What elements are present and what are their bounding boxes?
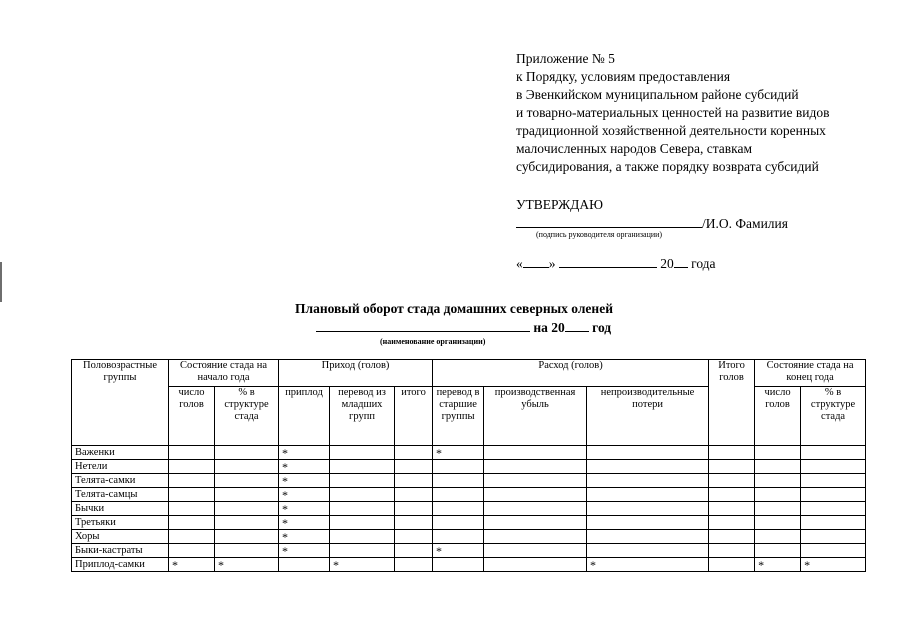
appendix-line: традиционной хозяйственной деятельности коренных [516,123,826,138]
table-cell[interactable] [169,488,215,502]
page-edge-mark [0,262,2,302]
table-cell[interactable] [587,460,709,474]
table-cell[interactable] [279,558,330,572]
table-cell[interactable] [755,488,801,502]
table-row [72,474,866,488]
table-cell[interactable] [587,516,709,530]
table-cell[interactable] [755,530,801,544]
header-expense: Расход (голов) [433,360,709,387]
table-cell[interactable] [755,446,801,460]
row-label: Приплод-самки [72,558,169,572]
signature-caption: (подпись руководителя организации) [536,230,663,239]
table-cell[interactable] [215,474,279,488]
table-cell[interactable] [433,502,484,516]
table-cell[interactable]: * [587,558,709,572]
appendix-line: и товарно-материальных ценностей на развитие видов [516,105,830,120]
year-blank [674,255,688,268]
table-cell[interactable] [801,516,866,530]
approval-date-row [516,255,716,273]
table-cell[interactable] [169,502,215,516]
table-cell[interactable] [330,488,395,502]
table-cell[interactable] [433,488,484,502]
table-cell[interactable] [755,502,801,516]
table-cell[interactable]: * [279,544,330,558]
table-cell[interactable] [709,516,755,530]
table-cell[interactable] [330,516,395,530]
table-cell[interactable] [587,530,709,544]
table-cell[interactable] [709,530,755,544]
table-cell[interactable] [395,488,433,502]
table-row [72,488,866,502]
table-cell[interactable] [801,446,866,460]
table-cell[interactable]: * [279,502,330,516]
row-label: Третьяки [72,516,169,530]
table-cell[interactable] [215,488,279,502]
date-year-prefix: 20 [660,256,674,271]
table-row [72,516,866,530]
table-cell[interactable]: * [215,558,279,572]
table-cell[interactable]: * [755,558,801,572]
appendix-block [516,50,896,176]
table-cell[interactable] [395,544,433,558]
row-label: Быки-кастраты [72,544,169,558]
table-cell[interactable] [801,544,866,558]
appendix-line: малочисленных народов Севера, ставкам [516,141,753,156]
subheader-end-count: число голов [755,387,801,446]
organization-row [316,319,611,336]
table-cell[interactable] [169,446,215,460]
table-cell[interactable]: * [279,530,330,544]
table-cell[interactable] [169,544,215,558]
table-cell[interactable] [801,460,866,474]
table-cell[interactable] [215,544,279,558]
table-cell[interactable] [395,558,433,572]
table-cell[interactable] [330,544,395,558]
table-cell[interactable] [433,516,484,530]
table-cell[interactable] [587,474,709,488]
table-cell[interactable] [169,530,215,544]
table-cell[interactable]: * [433,446,484,460]
table-cell[interactable] [169,474,215,488]
table-cell[interactable] [484,502,587,516]
table-cell[interactable] [215,502,279,516]
table-cell[interactable] [484,446,587,460]
table-cell[interactable] [484,544,587,558]
table-cell[interactable] [801,530,866,544]
table-cell[interactable] [587,502,709,516]
table-cell[interactable] [587,544,709,558]
header-income: Приход (голов) [279,360,433,387]
table-cell[interactable]: * [169,558,215,572]
table-cell[interactable] [484,558,587,572]
table-cell[interactable] [395,474,433,488]
table-row [72,544,866,558]
plan-year-prefix: на 20 [533,320,565,335]
row-label: Хоры [72,530,169,544]
table-cell[interactable] [709,558,755,572]
table-cell[interactable] [484,530,587,544]
appendix-line: в Эвенкийском муниципальном районе субсидий [516,87,799,102]
plan-year-suffix: год [592,320,612,335]
table-cell[interactable] [330,460,395,474]
table-cell[interactable] [330,474,395,488]
row-label: Бычки [72,502,169,516]
subheader-end-percent: % в структуре стада [801,387,866,446]
header-age-groups: Половозрастные группы [72,360,169,446]
table-cell[interactable] [330,530,395,544]
table-cell[interactable] [709,502,755,516]
herd-turnover-table [71,359,866,572]
table-cell[interactable]: * [330,558,395,572]
table-cell[interactable] [709,460,755,474]
subheader-expense-loss: производственная убыль [484,387,587,446]
table-cell[interactable] [709,474,755,488]
table-cell[interactable] [755,516,801,530]
table-row [72,558,866,572]
table-cell[interactable] [484,516,587,530]
organization-blank [316,319,530,332]
row-label: Телята-самцы [72,488,169,502]
table-cell[interactable] [587,446,709,460]
appendix-line: к Порядку, условиям предоставления [516,69,731,84]
subheader-income-transfer: перевод из младших групп [330,387,395,446]
plan-year-blank [565,319,589,332]
table-cell[interactable] [433,474,484,488]
table-cell[interactable] [433,530,484,544]
organization-caption: (наименование организации) [380,337,486,346]
table-cell[interactable] [395,502,433,516]
table-cell[interactable]: * [433,544,484,558]
appendix-line: Приложение № 5 [516,51,615,66]
table-row [72,446,866,460]
header-state-end: Состояние стада на конец года [755,360,866,387]
table-cell[interactable] [709,544,755,558]
subheader-start-percent: % в структуре стада [215,387,279,446]
table-cell[interactable] [484,488,587,502]
date-close-quote: » [548,256,556,271]
table-cell[interactable]: * [279,488,330,502]
table-cell[interactable] [215,516,279,530]
table-cell[interactable] [709,446,755,460]
table-cell[interactable] [433,558,484,572]
table-cell[interactable] [484,474,587,488]
table-cell[interactable] [395,516,433,530]
table-cell[interactable] [709,488,755,502]
subheader-expense-transfer: перевод в старшие группы [433,387,484,446]
table-cell[interactable] [395,530,433,544]
table-cell[interactable] [330,446,395,460]
subheader-income-total: итого [395,387,433,446]
table-cell[interactable]: * [279,446,330,460]
table-cell[interactable] [587,488,709,502]
table-cell[interactable]: * [279,474,330,488]
table-cell[interactable] [215,446,279,460]
table-cell[interactable] [801,488,866,502]
document-title: Плановый оборот стада домашних северных оленей [295,301,613,316]
table-cell[interactable] [395,460,433,474]
subheader-income-offspring: приплод [279,387,330,446]
header-total-heads: Итого голов [709,360,755,446]
table-cell[interactable]: * [801,558,866,572]
appendix-line: субсидирования, а также порядку возврата субсидий [516,159,819,174]
subheader-expense-nonprod: непроизводительные потери [587,387,709,446]
table-cell[interactable] [433,460,484,474]
month-blank [559,255,657,268]
date-year-suffix: года [691,256,716,271]
table-body [72,446,866,572]
table-cell[interactable] [169,460,215,474]
table-cell[interactable] [395,446,433,460]
row-label: Важенки [72,446,169,460]
header-state-start: Состояние стада на начало года [169,360,279,387]
table-cell[interactable] [330,502,395,516]
table-row [72,502,866,516]
day-blank [523,255,549,268]
table-cell[interactable] [755,544,801,558]
table-cell[interactable]: * [279,460,330,474]
table-cell[interactable] [755,460,801,474]
table-cell[interactable] [801,502,866,516]
row-label: Нетели [72,460,169,474]
table-row [72,530,866,544]
signatory-name: /И.О. Фамилия [702,216,788,231]
table-cell[interactable] [169,516,215,530]
table-cell[interactable]: * [279,516,330,530]
row-label: Телята-самки [72,474,169,488]
table-cell[interactable] [801,474,866,488]
date-open-quote: « [516,256,523,271]
table-cell[interactable] [484,460,587,474]
table-cell[interactable] [215,530,279,544]
table-cell[interactable] [215,460,279,474]
table-row [72,460,866,474]
subheader-start-count: число голов [169,387,215,446]
table-cell[interactable] [755,474,801,488]
signature-line [516,214,702,228]
approval-title: УТВЕРЖДАЮ [516,197,604,212]
